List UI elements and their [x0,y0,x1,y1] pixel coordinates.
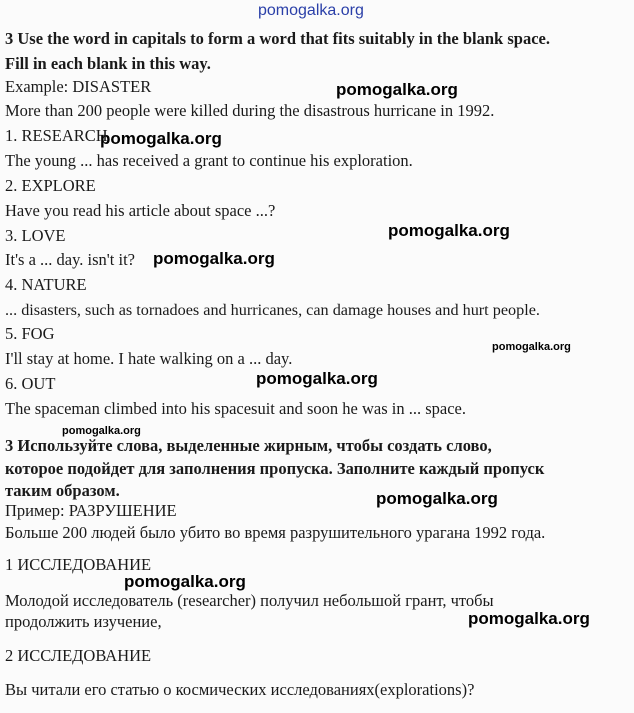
watermark: pomogalka.org [336,80,458,99]
watermark: pomogalka.org [492,341,571,353]
item-word: 3. LOVE [5,226,66,245]
item-word-ru: 2 ИССЛЕДОВАНИЕ [5,646,152,665]
item-word: 5. FOG [5,324,55,343]
item-word: 6. OUT [5,374,56,393]
item-word: 2. EXPLORE [5,176,96,195]
exercise-title-ru: 3 Используйте слова, выделенные жирным, чтобы создать слово, [5,436,492,455]
watermark: pomogalka.org [62,425,141,437]
item-sentence: It's a ... day. isn't it? [5,250,135,269]
exercise-title-en-2: Fill in each blank in this way. [5,54,211,73]
exercise-title-ru-3: таким образом. [5,481,120,500]
watermark: pomogalka.org [100,129,222,148]
watermark: pomogalka.org [153,249,275,268]
item-sentence: The spaceman climbed into his spacesuit and soon he was in ... space. [5,399,466,418]
watermark: pomogalka.org [388,221,510,240]
watermark: pomogalka.org [468,609,590,628]
example-label-ru: Пример: РАЗРУШЕНИЕ [5,501,177,520]
item-word-ru: 1 ИССЛЕДОВАНИЕ [5,555,152,574]
watermark: pomogalka.org [256,369,378,388]
example-sentence-en: More than 200 people were killed during the disastrous hurricane in 1992. [5,101,495,120]
watermark-top: pomogalka.org [258,2,364,19]
item-sentence: Have you read his article about space ...? [5,201,276,220]
item-sentence: The young ... has received a grant to continue his exploration. [5,151,413,170]
item-word: 1. RESEARCH [5,126,108,145]
exercise-title-ru-2: которое подойдет для заполнения пропуска. Заполните каждый пропуск [5,459,545,478]
item-sentence: I'll stay at home. I hate walking on a ... day. [5,349,293,368]
example-sentence-ru: Больше 200 людей было убито во время разрушительного урагана 1992 года. [5,523,546,542]
item-sentence-ru-2: продолжить изучение, [5,612,162,631]
watermark: pomogalka.org [124,572,246,591]
item-sentence-ru: Молодой исследователь (researcher) получил небольшой грант, чтобы [5,591,494,610]
item-word: 4. NATURE [5,275,87,294]
item-sentence: ... disasters, such as tornadoes and hurricanes, can damage houses and hurt people. [5,301,540,319]
watermark: pomogalka.org [376,489,498,508]
example-label-en: Example: DISASTER [5,77,152,96]
item-sentence-ru: Вы читали его статью о космических исследованиях(explorations)? [5,680,475,699]
exercise-title-en: 3 Use the word in capitals to form a word that fits suitably in the blank space. [5,29,550,48]
